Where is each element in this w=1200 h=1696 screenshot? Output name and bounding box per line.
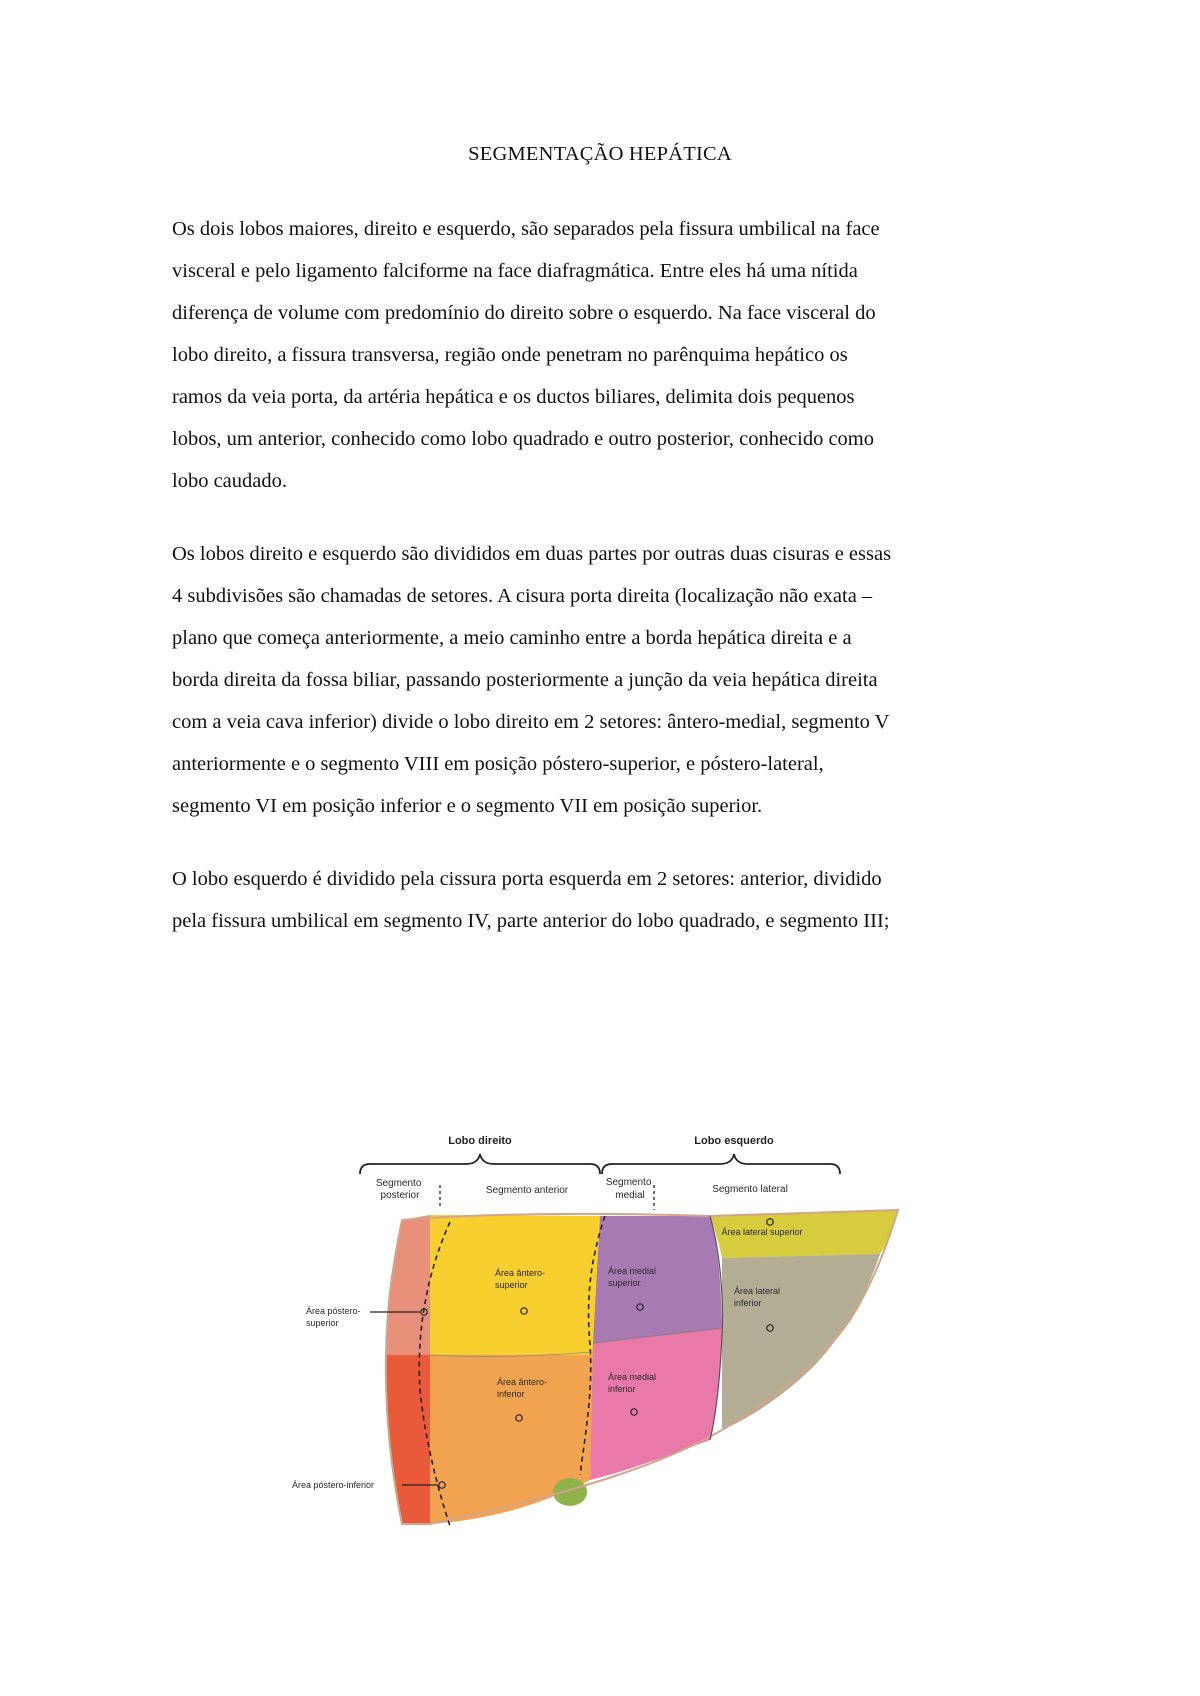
paragraph-3 bbox=[172, 858, 1032, 942]
label-segment-medial: Segmento medial bbox=[605, 1177, 652, 1201]
text-line: visceral e pelo ligamento falciforme na face diafragmática. Entre eles há uma nítida bbox=[172, 260, 858, 282]
text-line: pela fissura umbilical em segmento IV, parte anterior do lobo quadrado, e segmento III; bbox=[172, 910, 890, 932]
label-segment-posterior: Segmento posterior bbox=[375, 1178, 422, 1201]
text-line: 4 subdivisões são chamadas de setores. A cisura porta direita (localização não exata – bbox=[172, 585, 873, 607]
paragraph-2 bbox=[172, 533, 1032, 827]
label-area-medial-inferior: Área medial inferior bbox=[608, 1372, 657, 1394]
gallbladder bbox=[553, 1478, 587, 1506]
label-segment-lateral: Segmento lateral bbox=[712, 1184, 788, 1195]
brace-left-lobe bbox=[602, 1154, 840, 1174]
text-line: diferença de volume com predomínio do direito sobre o esquerdo. Na face visceral do bbox=[172, 302, 876, 324]
liver-segmentation-figure bbox=[290, 1130, 930, 1570]
text-line: lobos, um anterior, conhecido como lobo quadrado e outro posterior, conhecido como bbox=[172, 428, 875, 450]
text-line: borda direita da fossa biliar, passando posteriormente a junção da veia hepática direita bbox=[172, 669, 878, 691]
paragraph-1 bbox=[172, 208, 1032, 502]
region-medial-inferior bbox=[590, 1328, 722, 1480]
brace-right-lobe bbox=[360, 1154, 600, 1174]
label-area-medial-superior: Área medial superior bbox=[608, 1266, 657, 1288]
label-area-postero-superior: Área póstero- superior bbox=[306, 1306, 361, 1328]
text-line: plano que começa anteriormente, a meio caminho entre a borda hepática direita e a bbox=[172, 627, 852, 649]
label-area-antero-inferior: Área ântero- inferior bbox=[497, 1377, 548, 1399]
region-postero-superior bbox=[386, 1215, 430, 1355]
text-line: Os lobos direito e esquerdo são divididos em duas partes por outras duas cisuras e essas bbox=[172, 543, 892, 565]
label-segment-anterior: Segmento anterior bbox=[485, 1185, 569, 1196]
region-postero-inferior bbox=[386, 1355, 430, 1524]
text-line: lobo direito, a fissura transversa, região onde penetram no parênquima hepático os bbox=[172, 344, 848, 366]
label-area-lateral-inferior: Área lateral inferior bbox=[734, 1286, 781, 1308]
text-line: ramos da veia porta, da artéria hepática e os ductos biliares, delimita dois pequenos bbox=[172, 386, 855, 408]
document-title: SEGMENTAÇÃO HEPÁTICA bbox=[468, 143, 732, 165]
label-area-lateral-superior: Área lateral superior bbox=[721, 1227, 803, 1237]
text-line: anteriormente e o segmento VIII em posição póstero-superior, e póstero-lateral, bbox=[172, 753, 824, 775]
text-line: segmento VI em posição inferior e o segmento VII em posição superior. bbox=[172, 795, 763, 817]
region-lateral-inferior bbox=[722, 1254, 880, 1430]
label-area-postero-inferior: Área póstero-inferior bbox=[292, 1480, 375, 1490]
text-line: lobo caudado. bbox=[172, 470, 287, 492]
header-right-lobe: Lobo direito bbox=[448, 1135, 512, 1147]
header-left-lobe: Lobo esquerdo bbox=[694, 1135, 774, 1147]
label-area-antero-superior: Área ântero- superior bbox=[495, 1268, 546, 1290]
liver-diagram bbox=[290, 1130, 930, 1570]
text-line: com a veia cava inferior) divide o lobo direito em 2 setores: ântero-medial, segmento V bbox=[172, 711, 890, 733]
text-line: Os dois lobos maiores, direito e esquerdo, são separados pela fissura umbilical na face bbox=[172, 218, 880, 240]
text-line: O lobo esquerdo é dividido pela cissura porta esquerda em 2 setores: anterior, dividido bbox=[172, 868, 882, 890]
